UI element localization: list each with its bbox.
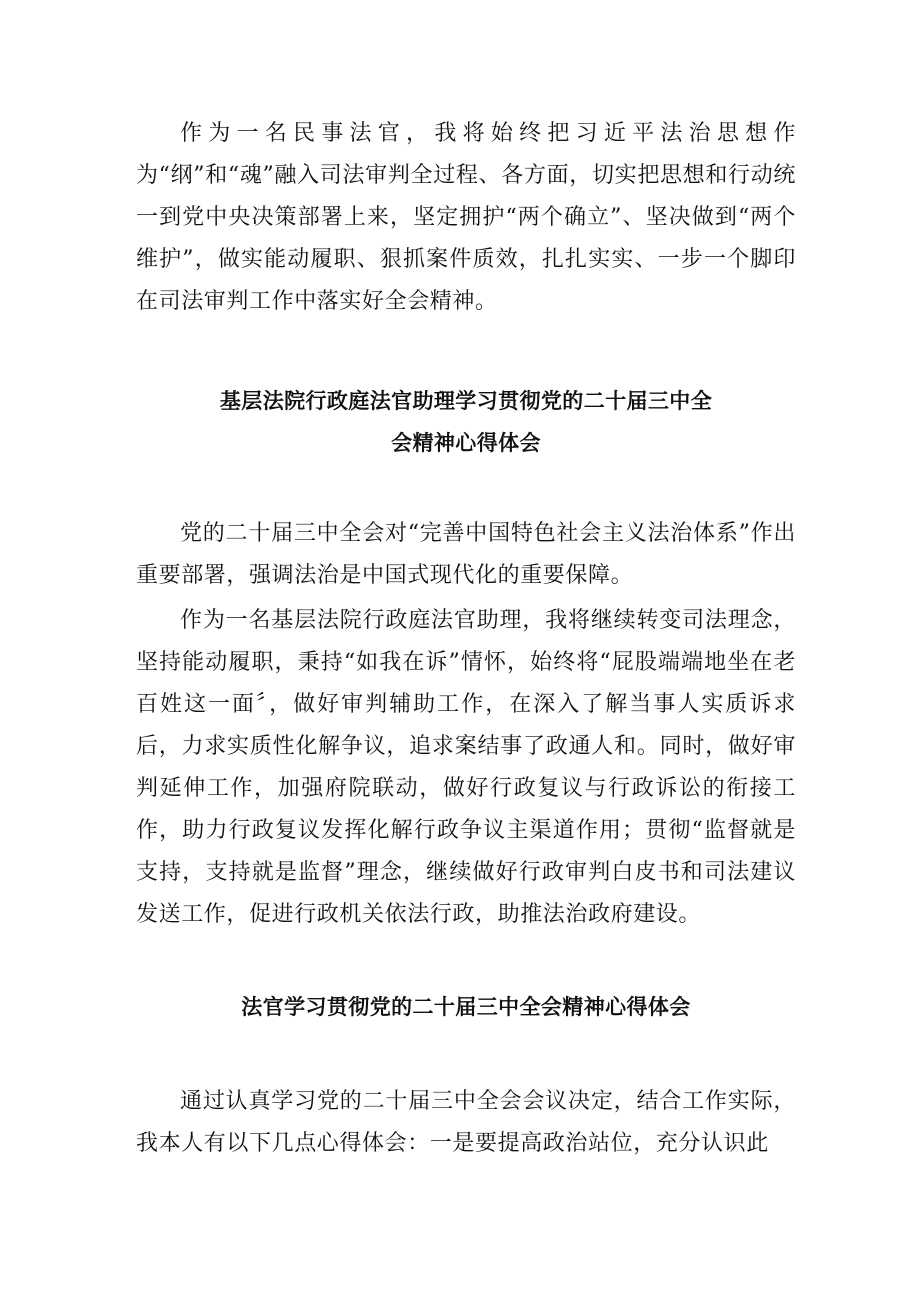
section-heading-judge-study: 法官学习贯彻党的二十届三中全会精神心得体会 [241,995,691,1019]
paragraph-rule-of-law-system: 党的二十届三中全会对“完善中国特色社会主义法治体系”作出重要部署，强调法治是中国式现代化的重要保障。 [136,521,796,588]
paragraph-administrative-assistant: 作为一名基层法院行政庭法官助理，我将继续转变司法理念，坚持能动履职，秉持“如我在诉”情怀，始终将“屁股端端地坐在老百姓这一面〞，做好审判辅助工作，在深入了解当事人实质诉求后，力求实质性化解争议，追求案结事了政通人和。同时，做好审判延伸工作，加强府院联动，做好行政复议与行政诉讼的衔接工作，助力行政复议发挥化解行政争议主渠道作用；贯彻“监督就是支持，支持就是监督”理念，继续做好行政审判白皮书和司法建议发送工作，促进行政机关依法行政，助推法治政府建设。 [136,608,796,927]
paragraph-study-insights: 通过认真学习党的二十届三中全会会议决定，结合工作实际，我本人有以下几点心得体会：一是要提高政治站位，充分认识此 [136,1089,796,1156]
section-heading-administrative-assistant [136,380,796,464]
heading-line-1: 基层法院行政庭法官助理学习贯彻党的二十届三中全 [219,389,713,413]
paragraph-civil-judge: 作为一名民事法官，我将始终把习近平法治思想作为“纲”和“魂”融入司法审判全过程、各方面，切实把思想和行动统一到党中央决策部署上来，坚定拥护“两个确立”、坚决做到“两个维护”，做实能动履职、狠抓案件质效，扎扎实实、一步一个脚印在司法审判工作中落实好全会精神。 [136,121,796,314]
heading-line-2: 会精神心得体会 [391,431,541,455]
